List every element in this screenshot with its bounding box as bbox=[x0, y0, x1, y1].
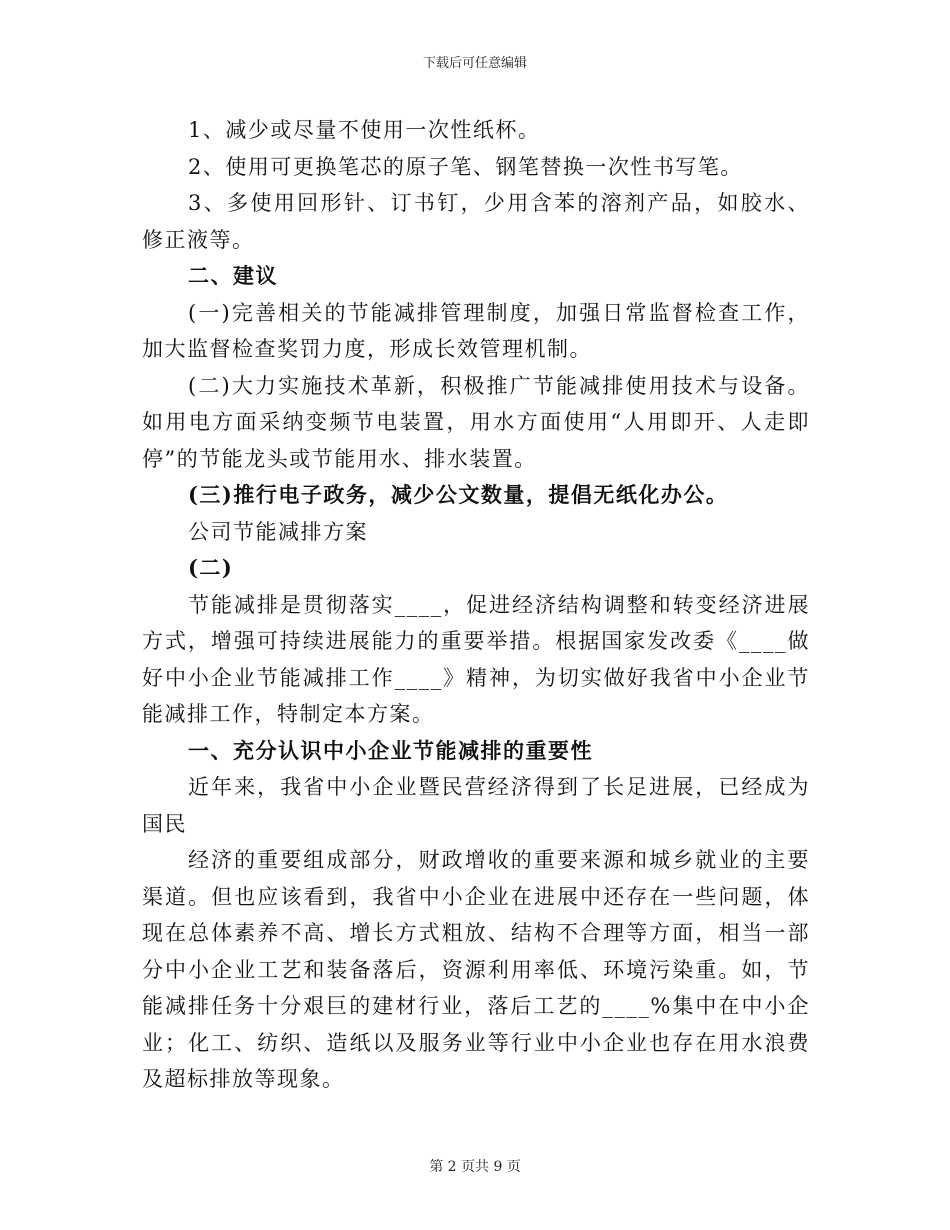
page-footer: 第 2 页共 9 页 bbox=[429, 1159, 521, 1175]
paragraph-intro: 节能减排是贯彻落实____，促进经济结构调整和转变经济进展方式，增强可持续进展能力的重要举措。根据国家发改委《____做好中小企业节能减排工作____》精神，为切实做好我省中小企业节能减排工作，特制定本方案。 bbox=[142, 592, 810, 726]
paragraph-3: 3、多使用回形针、订书钉，少用含苯的溶剂产品，如胶水、修正液等。 bbox=[142, 191, 810, 252]
document-body bbox=[142, 112, 810, 1098]
paragraph-suggestion-1: (一)完善相关的节能减排管理制度，加强日常监督检查工作，加大监督检查奖罚力度，形成长效管理机制。 bbox=[142, 300, 810, 361]
section-heading-importance: 一、充分认识中小企业节能减排的重要性 bbox=[188, 737, 593, 763]
paragraph-1: 1、减少或尽量不使用一次性纸杯。 bbox=[188, 118, 541, 142]
paragraph-suggestion-2: (二)大力实施技术革新，积极推广节能减排使用技术与设备。如用电方面采纳变频节电装置，用水方面使用“人用即开、人走即停”的节能龙头或节能用水、排水装置。 bbox=[142, 373, 810, 471]
paragraph-recent-years: 近年来，我省中小企业暨民营经济得到了长足进展，已经成为国民 bbox=[142, 775, 810, 836]
paragraph-economy: 经济的重要组成部分，财政增收的重要来源和城乡就业的主要渠道。但也应该看到，我省中小企业在进展中还存在一些问题，体现在总体素养不高、增长方式粗放、结构不合理等方面，相当一部分中小企业工艺和装备落后，资源利用率低、环境污染重。如，节能减排任务十分艰巨的建材行业，落后工艺的____%集中在中小企业；化工、纺织、造纸以及服务业等行业中小企业也存在用水浪费及超标排放等现象。 bbox=[142, 848, 810, 1091]
document-title: 公司节能减排方案 bbox=[188, 519, 368, 544]
paragraph-suggestion-3: (三)推行电子政务，减少公文数量，提倡无纸化办公。 bbox=[188, 482, 729, 507]
paragraph-2: 2、使用可更换笔芯的原子笔、钢笔替换一次性书写笔。 bbox=[188, 154, 743, 179]
section-heading-suggestions: 二、建议 bbox=[188, 263, 278, 288]
page-header: 下载后可任意编辑 bbox=[422, 56, 527, 71]
document-subtitle: (二) bbox=[188, 555, 234, 580]
